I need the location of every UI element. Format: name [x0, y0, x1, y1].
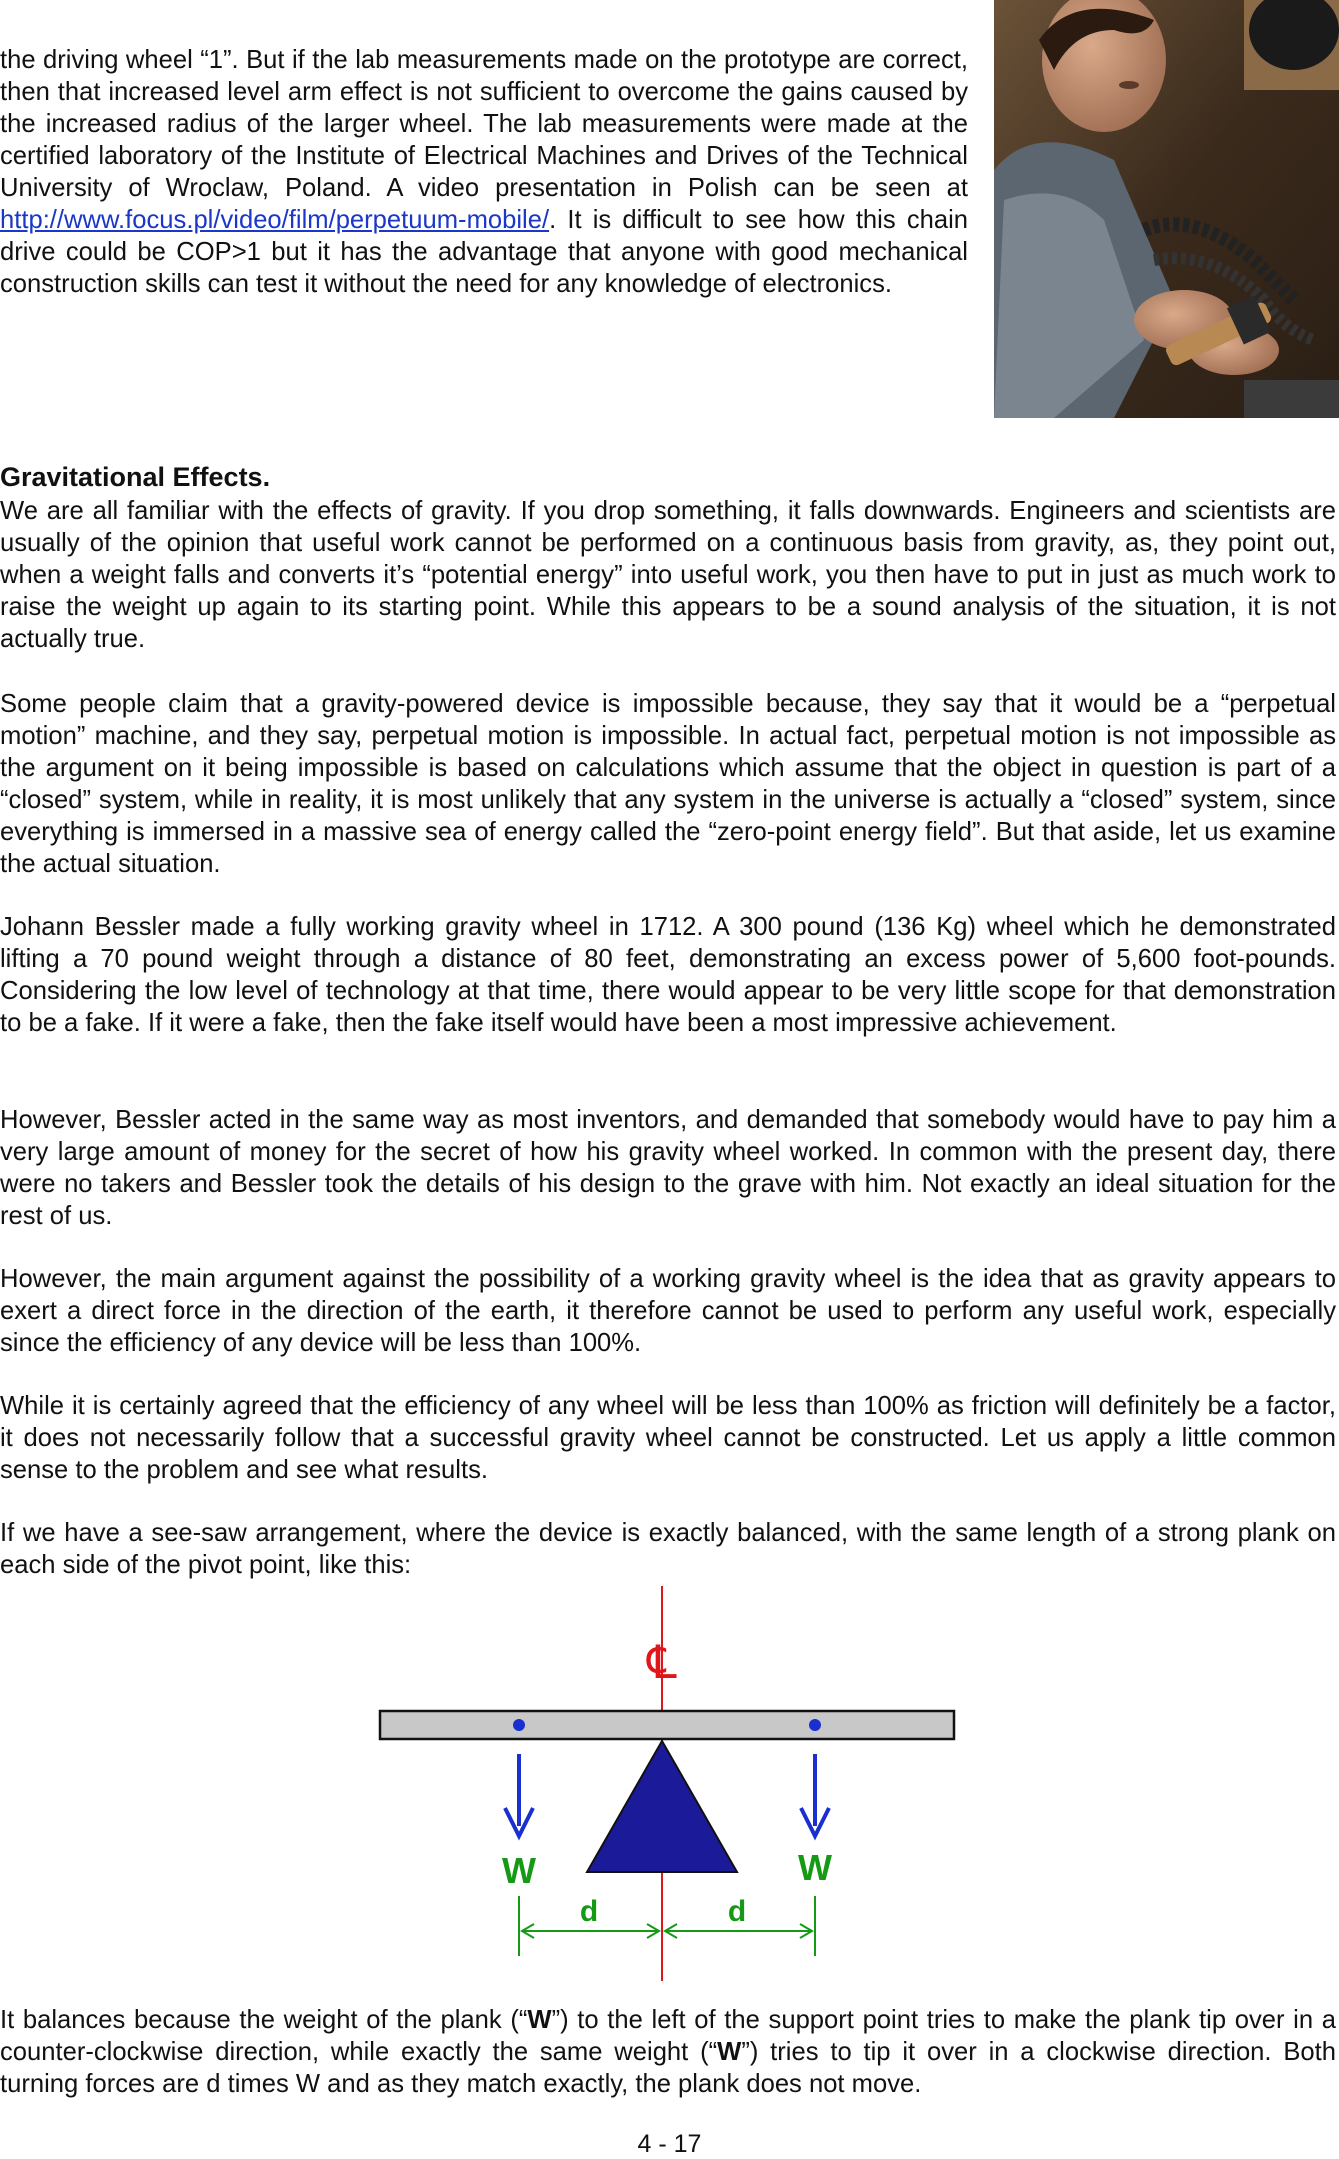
photo-illustration	[994, 0, 1339, 418]
paragraph-balance-explanation: It balances because the weight of the plank (“W”) to the left of the support point tries to make the plank tip over in a counter-clockwise direction, while exactly the same weight (“W”) tries to tip it over in a clockwise direction. Both turning forces are d times W and as they match exactly, the plank does not move.	[0, 2006, 1336, 2098]
section-heading: Gravitational Effects.	[0, 462, 271, 492]
page-number: 4 - 17	[637, 2130, 702, 2158]
weight-label-left: W	[502, 1850, 536, 1891]
video-link[interactable]: http://www.focus.pl/video/film/perpetuum-mobile/	[0, 206, 550, 234]
paragraph-see-saw-intro: If we have a see-saw arrangement, where the device is exactly balanced, with the same length of a strong plank on each side of the pivot point, like this:	[0, 1519, 1336, 1579]
right-center-of-mass	[809, 1719, 821, 1731]
intro-text-end: . It is difficult to see how this chain drive could be COP>1 but it has the advantage that anyone with good mechanical construction skills can test it without the need for any knowledge of electronics.	[0, 206, 968, 298]
distance-label-right: d	[727, 1895, 747, 1928]
left-center-of-mass	[513, 1719, 525, 1731]
centerline-symbol: ℄	[647, 1635, 677, 1689]
paragraph-main-argument: However, the main argument against the possibility of a working gravity wheel is the idea that as gravity appears to exert a direct force in the direction of the earth, it therefore cannot be used to perform any useful work, especially since the efficiency of any device will be less than 100%.	[0, 1265, 1336, 1357]
plank	[380, 1711, 954, 1739]
distance-label-left: d	[579, 1895, 599, 1928]
intro-paragraph	[0, 44, 968, 300]
weight-label-right: W	[798, 1847, 832, 1888]
see-saw-diagram	[372, 1586, 962, 1981]
intro-text: the driving wheel “1”. But if the lab measurements made on the prototype are correct, then that increased level arm effect is not sufficient to overcome the gains caused by the increased radius of the larger wheel. The lab measurements were made at the certified laboratory of the Institute of Electrical Machines and Drives of the Technical University of Wroclaw, Poland. A video presentation in Polish can be seen at	[0, 46, 968, 202]
photo-man-with-chain	[994, 0, 1339, 418]
paragraph-bessler-secret: However, Bessler acted in the same way as most inventors, and demanded that somebody would have to pay him a very large amount of money for the secret of how his gravity wheel worked. In common with the present day, there were no takers and Bessler took the details of his design to the grave with him. Not exactly an ideal situation for the rest of us.	[0, 1106, 1336, 1230]
paragraph-bessler-wheel: Johann Bessler made a fully working gravity wheel in 1712. A 300 pound (136 Kg) wheel which he demonstrated lifting a 70 pound weight through a distance of 80 feet, demonstrating an excess power of 5,600 foot-pounds. Considering the low level of technology at that time, there would appear to be very little scope for that demonstration to be a fake. If it were a fake, then the fake itself would have been a most impressive achievement.	[0, 913, 1336, 1037]
paragraph-perpetual-motion: Some people claim that a gravity-powered device is impossible because, they say that it would be a “perpetual motion” machine, and they say, perpetual motion is impossible. In actual fact, perpetual motion is not impossible as the argument on it being impossible is based on calculations which assume that the object in question is part of a “closed” system, while in reality, it is most unlikely that any system in the universe is actually a “closed” system, since everything is immersed in a massive sea of energy called the “zero-point energy field”. But that aside, let us examine the actual situation.	[0, 690, 1336, 878]
paragraph-gravity-familiar: We are all familiar with the effects of gravity. If you drop something, it falls downwards. Engineers and scientists are usually of the opinion that useful work cannot be performed on a continuous basis from gravity, as, they point out, when a weight falls and converts it’s “potential energy” into useful work, you then have to put in just as much work to raise the weight up again to its starting point. While this appears to be a sound analysis of the situation, it is not actually true.	[0, 497, 1336, 653]
paragraph-efficiency: While it is certainly agreed that the efficiency of any wheel will be less than 100% as friction will definitely be a factor, it does not necessarily follow that a successful gravity wheel cannot be constructed. Let us apply a little common sense to the problem and see what results.	[0, 1392, 1336, 1484]
